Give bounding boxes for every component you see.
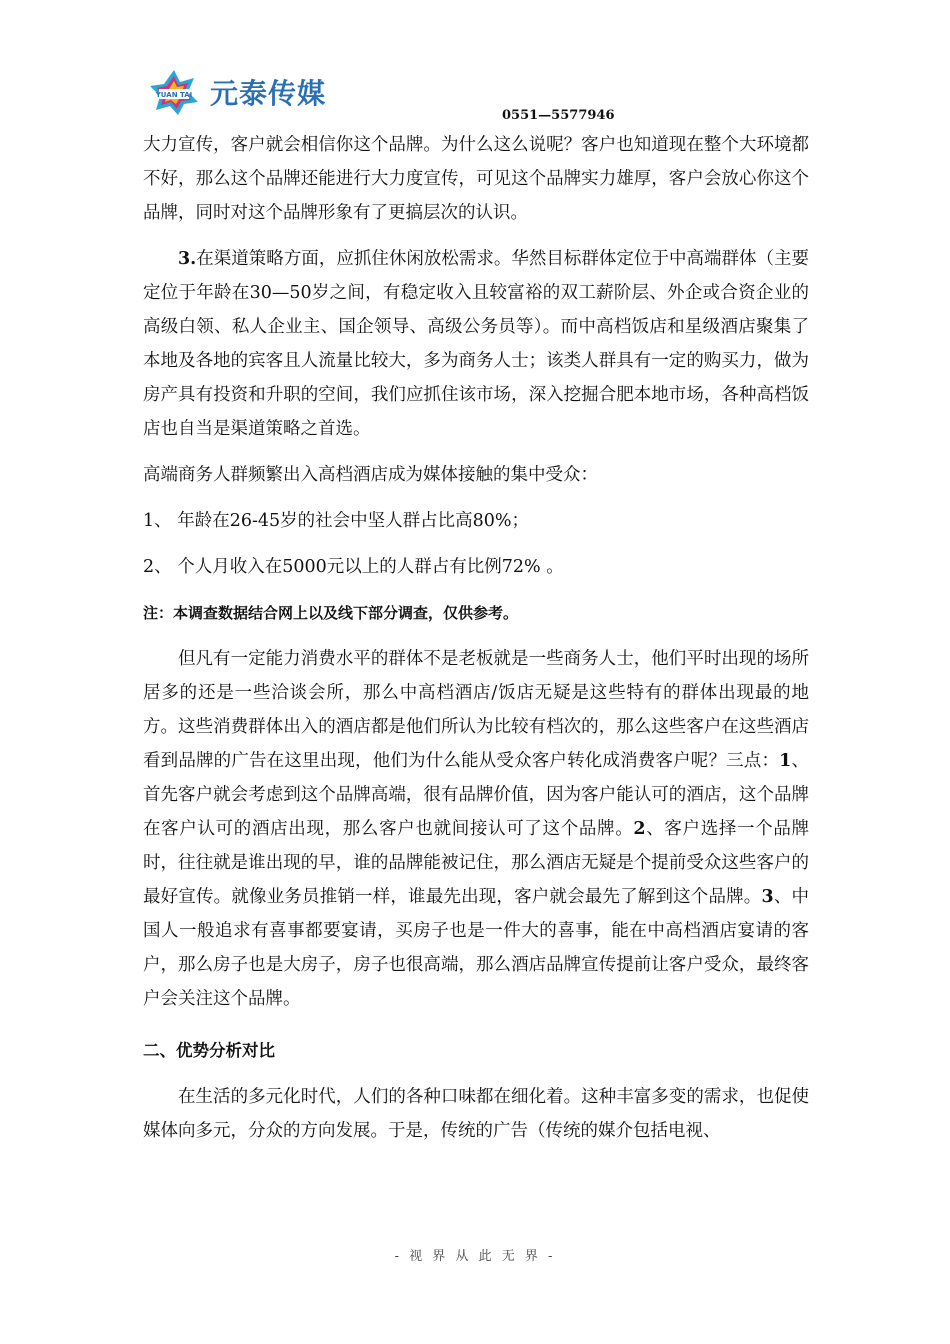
document-body [143,128,809,1148]
paragraph-3: 高端商务人群频繁出入高档酒店成为媒体接触的集中受众： [143,465,598,485]
paragraph-4-text-d: 、中国人一般追求有喜事都要宴请，买房子也是一件大的喜事，能在中高档酒店宴请的客户，那么房子也是大房子，房子也很高端，那么酒店品牌宣传提前让客户受众，最终客户会关注这个品牌。 [143,887,809,1009]
paragraph-4 [143,642,809,1016]
list-item-2: 2、 个人月收入在5000元以上的人群占有比例72% 。 [143,557,564,577]
point-3-number: 3 [761,887,774,907]
paragraph-4-text-c: 、客户选择一个品牌时，往往就是谁出现的早，谁的品牌能被记住，那么酒店无疑是个提前受众这些客户的最好宣传。就像业务员推销一样，谁最先出现，客户就会最先了解到这个品牌。 [143,819,809,907]
brand-name: 元泰传媒 [210,77,327,110]
point-1-number: 1 [779,751,792,771]
section-title: 二、优势分析对比 [143,1041,275,1060]
paragraph-2 [143,242,809,446]
phone-number: 0551—5577946 [502,108,615,123]
footer-slogan: - 视 界 从 此 无 界 - [394,1249,556,1264]
paragraph-1: 大力宣传，客户就会相信你这个品牌。为什么这么说呢？客户也知道现在整个大环境都不好，那么这个品牌还能进行大力度宣传，可见这个品牌实力雄厚，客户会放心你这个品牌，同时对这个品牌形象有了更搞层次的认识。 [143,135,809,223]
point-2-number: 2 [633,819,646,839]
paragraph-2-text: 在渠道策略方面，应抓住休闲放松需求。华然目标群体定位于中高端群体（主要定位于年龄在30—50岁之间，有稳定收入且较富裕的双工薪阶层、外企或合资企业的高级白领、私人企业主、国企领导、高级公务员等）。而中高档饭店和星级酒店聚集了本地及各地的宾客且人流量比较大，多为商务人士；该类人群具有一定的购买力，做为房产具有投资和升职的空间，我们应抓住该市场，深入挖掘合肥本地市场，各种高档饭店也自当是渠道策略之首选。 [143,249,809,439]
paragraph-4-text-b: 、首先客户就会考虑到这个品牌高端，很有品牌价值，因为客户能认可的酒店，这个品牌在客户认可的酒店出现，那么客户也就间接认可了这个品牌。 [143,751,809,839]
list-item-1: 1、 年龄在26-45岁的社会中坚人群占比高80%； [143,511,530,531]
brand-logo-icon [148,68,200,116]
survey-note: 注：本调查数据结合网上以及线下部分调查，仅供参考。 [143,604,519,622]
logo-text: YUAN TAI [155,91,193,99]
paragraph-5: 在生活的多元化时代，人们的各种口味都在细化着。这种丰富多变的需求，也促使媒体向多元，分众的方向发展。于是，传统的广告（传统的媒介包括电视、 [143,1087,809,1141]
paragraph-4-text-a: 但凡有一定能力消费水平的群体不是老板就是一些商务人士，他们平时出现的场所居多的还是一些洽谈会所，那么中高档酒店/饭店无疑是这些特有的群体出现最的地方。这些消费群体出入的酒店都是他们所认为比较有档次的，那么这些客户在这些酒店看到品牌的广告在这里出现，他们为什么能从受众客户转化成消费客户呢？三点： [143,649,809,771]
paragraph-2-number: 3. [178,249,197,269]
